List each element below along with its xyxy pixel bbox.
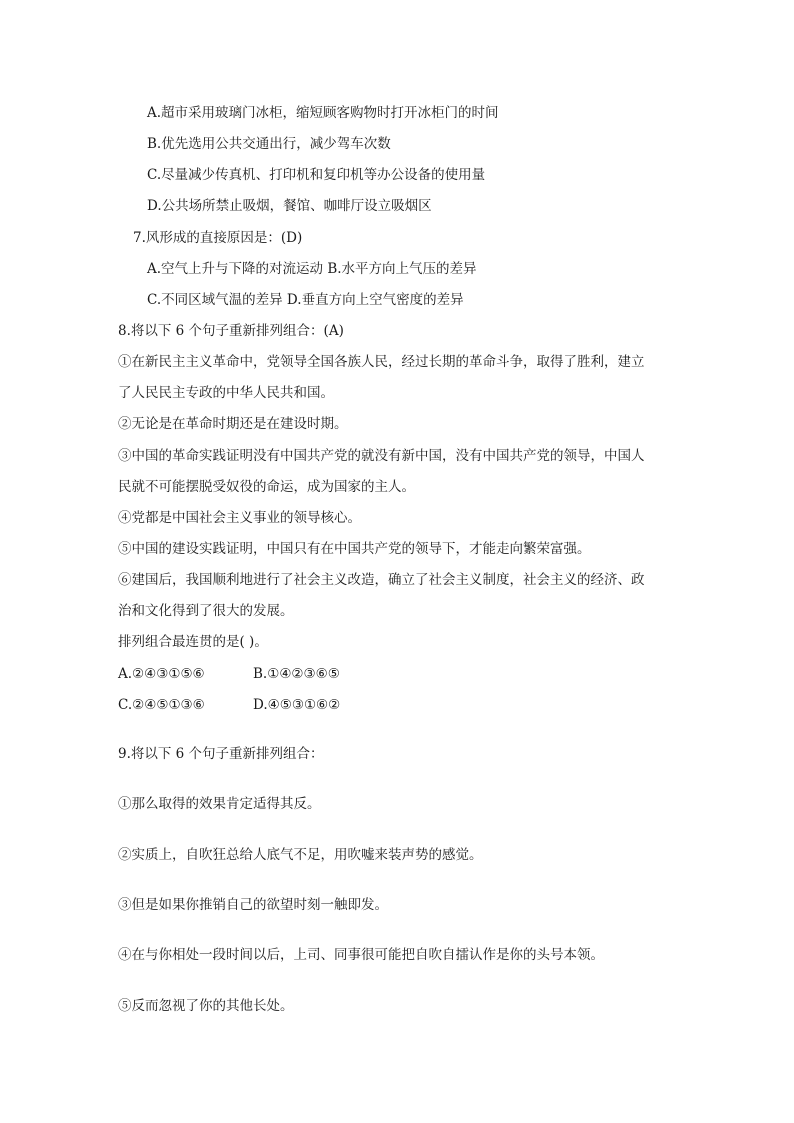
q8-options-row-2 (118, 695, 340, 715)
q8-option-b: B.①④②③⑥⑤ (253, 666, 340, 682)
q8-stem: 8.将以下 6 个句子重新排列组合：(A) (118, 323, 344, 339)
q8-sentence-3-cont: 民就不可能摆脱受奴役的命运，成为国家的主人。 (118, 479, 415, 495)
q9-stem: 9.将以下 6 个句子重新排列组合： (118, 746, 324, 762)
q7-stem: 7.风形成的直接原因是：(D) (133, 230, 303, 246)
q8-options-row-1 (118, 664, 340, 684)
q8-sentence-4: ④党都是中国社会主义事业的领导核心。 (118, 510, 361, 526)
q8-sentence-1-cont: 了人民民主专政的中华人民共和国。 (118, 385, 334, 401)
q8-sentence-3: ③中国的革命实践证明没有中国共产党的就没有新中国，没有中国共产党的领导，中国人 (118, 448, 645, 464)
q9-sentence-5: ⑤反而忽视了你的其他长处。 (118, 998, 294, 1014)
q9-sentence-1: ①那么取得的效果肯定适得其反。 (118, 796, 321, 812)
q8-sentence-2: ②无论是在革命时期还是在建设时期。 (118, 416, 348, 432)
q8-option-c: C.②④⑤①③⑥ (118, 697, 205, 713)
q6-option-b: B.优先选用公共交通出行，减少驾车次数 (147, 136, 391, 152)
q9-sentence-2: ②实质上，自吹狂总给人底气不足，用吹嘘来装声势的感觉。 (118, 847, 483, 863)
q8-sentence-1: ①在新民主主义革命中，党领导全国各族人民，经过长期的革命斗争，取得了胜利，建立 (118, 354, 645, 370)
q8-question: 排列组合最连贯的是( )。 (118, 634, 268, 650)
q8-sentence-6-cont: 治和文化得到了很大的发展。 (118, 603, 294, 619)
q7-options-line-1: A.空气上升与下降的对流运动 B.水平方向上气压的差异 (147, 261, 477, 277)
q9-sentence-4: ④在与你相处一段时间以后，上司、同事很可能把自吹自擂认作是你的头号本领。 (118, 947, 604, 963)
q9-sentence-3: ③但是如果你推销自己的欲望时刻一触即发。 (118, 897, 388, 913)
q8-option-a: A.②④③①⑤⑥ (118, 666, 205, 682)
q8-sentence-5: ⑤中国的建设实践证明，中国只有在中国共产党的领导下，才能走向繁荣富强。 (118, 541, 591, 557)
q6-option-d: D.公共场所禁止吸烟，餐馆、咖啡厅设立吸烟区 (147, 198, 432, 214)
q7-options-line-2: C.不同区域气温的差异 D.垂直方向上空气密度的差异 (147, 292, 464, 308)
q6-option-c: C.尽量减少传真机、打印机和复印机等办公设备的使用量 (147, 167, 486, 183)
q6-option-a: A.超市采用玻璃门冰柜，缩短顾客购物时打开冰柜门的时间 (147, 105, 499, 121)
q8-option-d: D.④⑤③①⑥② (253, 697, 341, 713)
q8-sentence-6: ⑥建国后，我国顺利地进行了社会主义改造，确立了社会主义制度，社会主义的经济、政 (118, 572, 645, 588)
